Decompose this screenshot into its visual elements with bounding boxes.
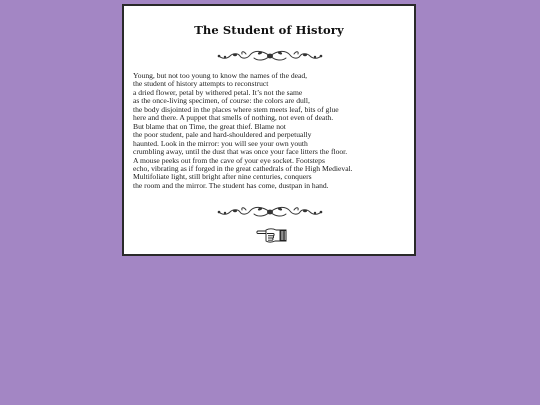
poem-line: echo, vibrating as if forged in the great cathedrals of the High Medieval. [133,163,353,173]
poem-line: a dried flower, petal by withered petal. It’s not the same [133,87,303,97]
poem-line: the body disjointed in the places where stem meets leaf, bits of glue [133,104,339,114]
poem-card [123,5,415,255]
poem-line: crumbling away, until the dust that was once your face litters the floor. [133,147,348,157]
poem-line: Multifoliate light, still bright after nine centuries, conquers [133,172,312,182]
poem-line: haunted. Look in the mirror: you will see your own youth [133,138,308,148]
floral-ornament-icon [216,49,324,63]
poem-line: as the once-living specimen, of course: the colors are dull, [133,96,310,106]
poem-line: the student of history attempts to reconstruct [133,79,269,89]
poem-line: the poor student, pale and hard-shouldered and perpetually [133,130,312,140]
poem-line: But blame that on Time, the great thief. Blame not [133,121,286,131]
poem-line: Young, but not too young to know the names of the dead, [133,71,308,80]
floral-ornament-icon [216,205,324,219]
poem-body [133,72,411,190]
poem-line: here and there. A puppet that smells of nothing, not even of death. [133,113,334,123]
poem-line: A mouse peeks out from the cave of your eye socket. Footsteps [133,155,325,165]
poem-title: The Student of History [194,23,344,37]
pointing-hand-icon [256,227,288,244]
poem-line: the room and the mirror. The student has come, dustpan in hand. [133,180,329,190]
